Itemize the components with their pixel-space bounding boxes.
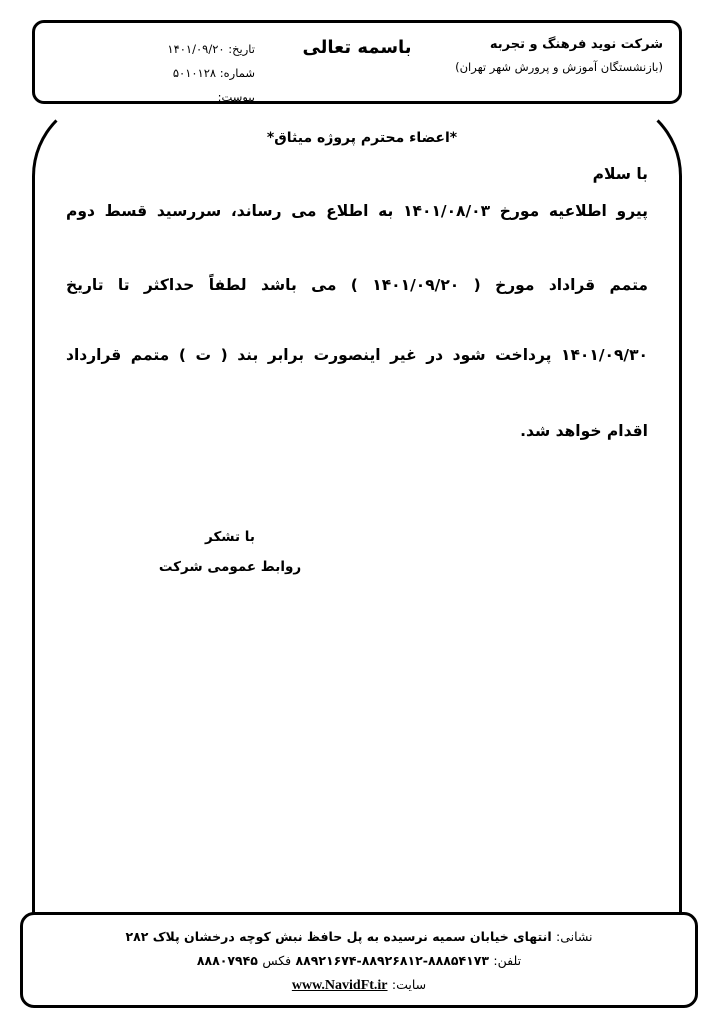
number-label: شماره: (219, 66, 255, 80)
fax: ۸۸۸۰۷۹۴۵ (196, 953, 258, 968)
footer-box (20, 912, 698, 1008)
footer-info (23, 925, 695, 998)
phones: ۸۸۸۵۴۱۷۳-۸۸۹۲۶۸۱۲-۸۸۹۲۱۶۷۴ (295, 953, 490, 968)
address: انتهای خیابان سمیه نرسیده به پل حافظ نبش کوچه درخشان پلاک ۲۸۲ (125, 929, 552, 944)
company-subtitle: (بازنشستگان آموزش و پرورش شهر تهران) (455, 60, 663, 74)
number-value: ۵۰۱۰۱۲۸ (172, 66, 217, 80)
date-row (115, 37, 255, 61)
company-name: شرکت نوید فرهنگ و تجربه (489, 37, 663, 52)
letterhead (32, 20, 682, 104)
address-row (23, 925, 695, 949)
recipient-line: *اعضاء محترم پروژه میثاق* (266, 130, 458, 146)
letter-frame (32, 96, 682, 926)
signer: روابط عمومی شرکت (158, 559, 302, 575)
number-row (115, 61, 255, 85)
body-line-2: متمم قراداد مورخ ( ۱۴۰۱/۰۹/۲۰ ) می باشد لطفاً حداکثر تا تاریخ (66, 276, 649, 294)
phone-row (23, 949, 695, 973)
signature-block (150, 522, 310, 582)
address-label: نشانی: (555, 929, 593, 944)
site-label: سایت: (391, 977, 427, 992)
date-value: ۱۴۰۱/۰۹/۲۰ (167, 42, 225, 56)
body-line-4: اقدام خواهد شد. (520, 422, 648, 440)
greeting: با سلام (592, 165, 648, 183)
phone-label: تلفن: (493, 953, 522, 968)
date-label: تاریخ: (228, 42, 255, 56)
site-link[interactable]: www.NavidFt.ir (291, 978, 388, 993)
site-row (23, 973, 695, 998)
closing: با تشکر (205, 529, 255, 545)
bismillah-heading: باسمه تعالی (302, 37, 412, 58)
body-line-3: ۱۴۰۱/۰۹/۳۰ پرداخت شود در غیر اینصورت برابر بند ( ت ) متمم قرارداد (66, 346, 648, 364)
body-line-1: پیرو اطلاعیه مورخ ۱۴۰۱/۰۸/۰۳ به اطلاع می رساند، سررسید قسط دوم (66, 202, 648, 220)
fax-label: فکس (262, 953, 292, 968)
attachment-label: پیوست: (217, 90, 255, 104)
